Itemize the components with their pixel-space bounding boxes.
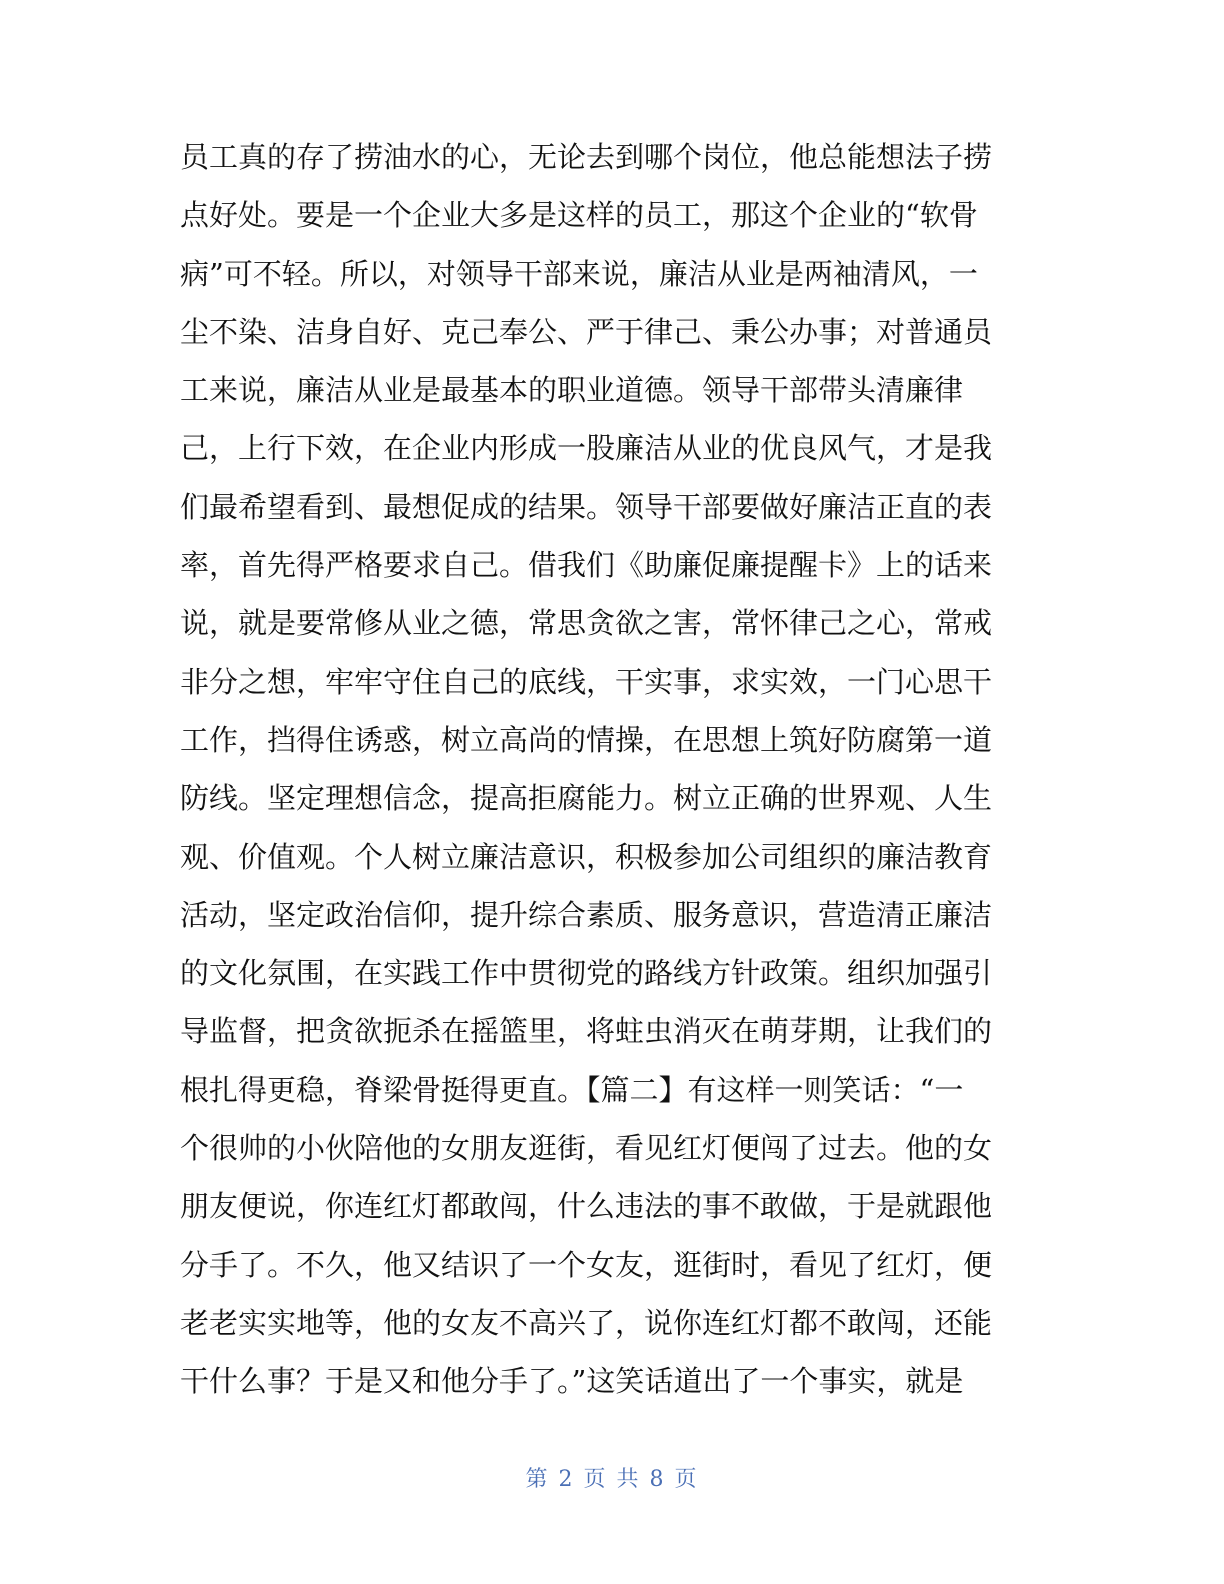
text-line: 率，首先得严格要求自己。借我们《助廉促廉提醒卡》上的话来 (180, 548, 993, 583)
text-line: 根扎得更稳，脊梁骨挺得更直。【篇二】有这样一则笑话：“一 (180, 1072, 964, 1107)
text-line: 老老实实地等，他的女友不高兴了，说你连红灯都不敢闯，还能 (180, 1305, 993, 1340)
text-line: 非分之想，牢牢守住自己的底线，干实事，求实效，一门心思干 (180, 664, 993, 699)
text-line: 的文化氛围，在实践工作中贯彻党的路线方针政策。组织加强引 (180, 956, 993, 991)
text-line: 员工真的存了捞油水的心，无论去到哪个岗位，他总能想法子捞 (180, 140, 993, 174)
text-line: 观、价值观。个人树立廉洁意识，积极参加公司组织的廉洁教育 (180, 839, 993, 874)
page-number-footer: 第 2 页 共 8 页 (525, 1467, 699, 1492)
body-text (180, 128, 1020, 1411)
text-line: 说，就是要常修从业之德，常思贪欲之害，常怀律己之心，常戒 (180, 606, 993, 641)
text-line: 个很帅的小伙陪他的女朋友逛街，看见红灯便闯了过去。他的女 (180, 1131, 993, 1166)
text-line: 导监督，把贪欲扼杀在摇篮里，将蛀虫消灭在萌芽期，让我们的 (180, 1014, 993, 1049)
text-line: 病”可不轻。所以，对领导干部来说，廉洁从业是两袖清风，一 (180, 256, 978, 291)
text-line: 工来说，廉洁从业是最基本的职业道德。领导干部带头清廉律 (180, 373, 964, 408)
text-line: 干什么事？于是又和他分手了。”这笑话道出了一个事实，就是 (180, 1364, 964, 1399)
text-line: 分手了。不久，他又结识了一个女友，逛街时，看见了红灯，便 (180, 1247, 993, 1282)
text-line: 活动，坚定政治信仰，提升综合素质、服务意识，营造清正廉洁 (180, 897, 993, 932)
text-line: 朋友便说，你连红灯都敢闯，什么违法的事不敢做，于是就跟他 (180, 1189, 993, 1224)
text-line: 尘不染、洁身自好、克己奉公、严于律己、秉公办事；对普通员 (180, 314, 993, 349)
text-line: 点好处。要是一个企业大多是这样的员工，那这个企业的“软骨 (180, 198, 978, 233)
text-line: 工作，挡得住诱惑，树立高尚的情操，在思想上筑好防腐第一道 (180, 722, 993, 757)
text-line: 己，上行下效，在企业内形成一股廉洁从业的优良风气，才是我 (180, 431, 993, 466)
text-line: 防线。坚定理想信念，提高拒腐能力。树立正确的世界观、人生 (180, 781, 993, 816)
text-line: 们最希望看到、最想促成的结果。领导干部要做好廉洁正直的表 (180, 489, 993, 524)
